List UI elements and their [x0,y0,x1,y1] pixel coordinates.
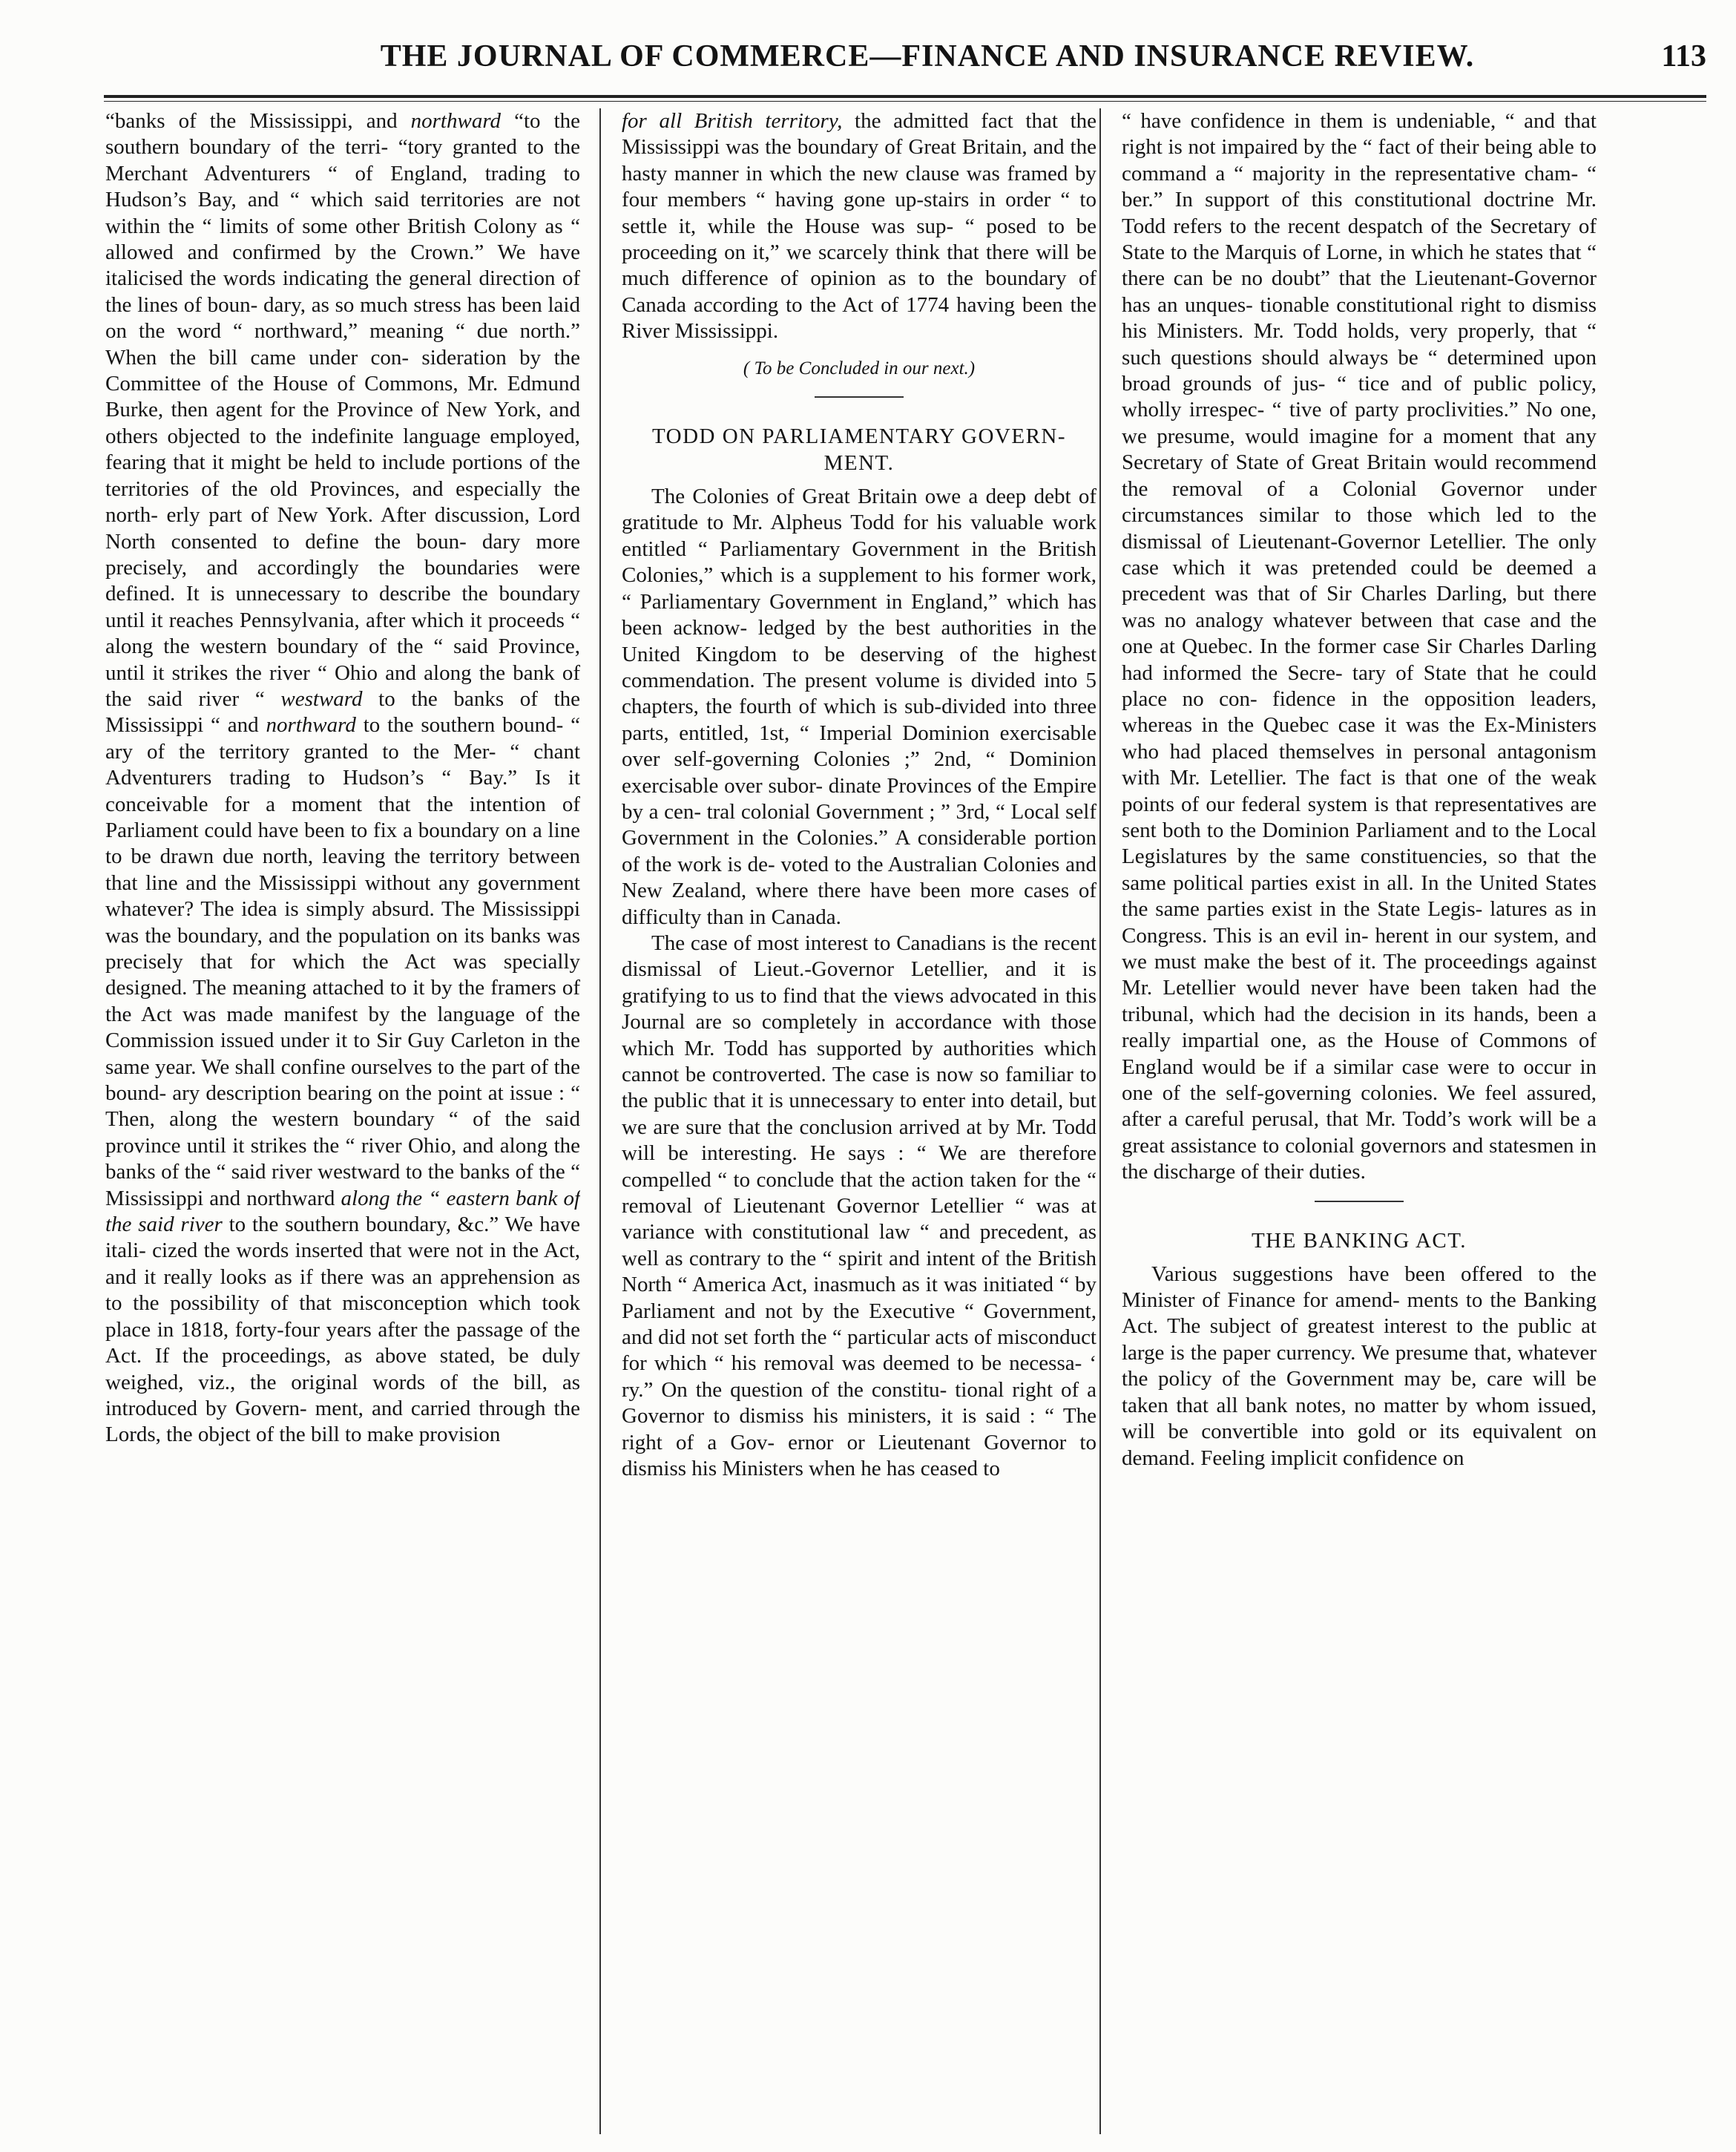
header-rule [104,95,1706,102]
col2-paragraph-2: The Colonies of Great Britain owe a deep debt of gratitude to Mr. Alpheus Todd for his valuable work entitled “ Parliamentary Government in the British Colonies,” which is a supplement to his former work, “ Parliamentary Government in England,” which has been acknow- ledged by the best authorities in the United Kingdom to be deserving of the highest commendation. The present volume is divided into 5 chapters, the fourth of which is sub-divided into three parts, entitled, 1st, “ Imperial Dominion exercisable over self-governing Colonies ;” 2nd, “ Dominion exercisable over subor- dinate Provinces of the Empire by a cen- tral colonial Government ; ” 3rd, “ Local self Government in the Colonies.” A considerable portion of the work is de- voted to the Australian Colonies and New Zealand, where there have been more cases of difficulty than in Canada. [622,485,1096,929]
col3-paragraph-2: Various suggestions have been offered to the Minister of Finance for amend- ments to the Banking Act. The subject of greatest interest to the public at large is the paper currency. We presume that, whatever the policy of the Government may be, care will be taken that all bank notes, no matter by whom issued, will be convertible into gold or its equivalent on demand. Feeling implicit confidence on [1122,1262,1597,1470]
page-number: 113 [1661,39,1706,73]
italic-run: northward [410,109,502,133]
column-rule-1 [599,108,601,2134]
col1-paragraph-1 [105,108,580,1449]
running-title: THE JOURNAL OF COMMERCE—FINANCE AND INSURANCE REVIEW. [380,39,1475,73]
text-run: to the southern bound- “ ary of the territory granted to the Mer- “ chant Adventurers trading to Hudson’s “ Bay.” Is it conceivable for a moment that the intention of Parliament could have been to fix a boundary on a line to be drawn due north, leaving the territory between that line and the Mississippi without any government whatever? The idea is simply absurd. The Mississippi was the boundary, and the population on its banks was precisely that for which the Act was specially designed. The meaning attached to it by the framers of the Act was made manifest by the language of the Commission issued under it to Sir Guy Carleton in the same year. We shall confine ourselves to the part of the bound- ary description bearing on the point at issue : “ Then, along the western boundary “ of the said province until it strikes the “ river Ohio, and along the banks of the “ said river westward to the banks of the “ Mississippi and northward [105,713,580,1210]
article-heading-todd: TODD ON PARLIAMENTARY GOVERN- MENT. [651,424,1067,476]
text-run: “to the southern boundary of the terri- “tory granted to the Merchant Adventurers “ of England, trading to Hudson’s Bay, and “ which said territories are not within the “ limits of some other British Colony as “ allowed and confirmed by the Crown.” We have italicised the words indicating the general direction of the lines of boun- dary, as so much stress has been laid on the word “ northward,” meaning “ due north.” When the bill came under con- sideration by the Committee of the House of Commons, Mr. Edmund Burke, then agent for the Province of New York, and others objected to the indefinite language employed, fearing that it might be held to include portions of the territories of the old Provinces, and especially the north- erly part of New York. After discussion, Lord North consented to define the boun- dary more precisely, and accordingly the boundaries were defined. It is unnecessary to describe the boundary until it reaches Pennsylvania, after which it proceeds “ along the western boundary of the “ said Province, until it strikes the river “ Ohio and along the bank of the said river “ [105,109,580,711]
text-run: “banks of the Mississippi, and [105,109,411,133]
column-3 [1122,108,1597,2127]
article-heading-banking: THE BANKING ACT. [1251,1228,1467,1253]
col2-paragraph-3: The case of most interest to Canadians is the recent dismissal of Lieut.-Governor Letellier, and it is gratifying to us to find that the views advocated in this Journal are so completely in accordance with those which Mr. Todd has supported by authorities which cannot be controverted. The case is now so familiar to the public that it is unnecessary to enter into detail, but we are sure that the conclusion arrived at by Mr. Todd will be interesting. He says : “ We are therefore compelled “ to conclude that the action taken for the “ removal of Lieutenant Governor Letellier “ was at variance with constitutional law “ and precedent, as well as contrary to the “ spirit and intent of the British North “ America Act, inasmuch as it was initiated “ by Parliament and not by the Executive “ Government, and did not set forth the “ particular acts of misconduct for which “ his removal was deemed to be necessa- ‘ ry.” On the question of the constitu- tional right of a Governor to dismiss his ministers, it is said : “ The right of a Gov- ernor or Lieutenant Governor to dismiss his Ministers when he has ceased to [622,931,1096,1481]
text-run: to the banks of the Mississippi “ and [105,686,580,738]
italic-run: northward [266,713,356,738]
text-run: to the southern boundary, &c.” We have itali- cized the words inserted that were not in the Act, and it really looks as if there was an apprehension as to the possibility of that misconception which took place in 1818, forty-four years after the passage of the Act. If the proceedings, as above stated, be duly weighed, viz., the original words of the bill, as introduced by Govern- ment, and carried through the Lords, the object of the bill to make provision [105,1213,580,1447]
section-divider [1315,1201,1404,1202]
continued-note: ( To be Concluded in our next.) [743,358,976,378]
italic-run: westward [280,686,363,711]
column-1 [105,108,580,2127]
column-rule-2 [1099,108,1101,2134]
col2-paragraph-1 [622,108,1096,345]
text-run: the admitted fact that the Mississippi was the boundary of Great Britain, and the hasty manner in which the new clause was framed by four members “ having gone up-stairs in order “ to settle it, while the House was sup- “ posed to be proceeding on it,” we scarcely think that there will be much difference of opinion as to the boundary of Canada according to the Act of 1774 having been the River Mississippi. [622,109,1096,344]
column-2 [622,108,1096,2127]
section-divider [815,396,904,398]
col3-paragraph-1: “ have confidence in them is undeniable, “ and that right is not impaired by the “ fact of their being able to command a “ majority in the representative cham- “ ber.” In support of this constitutional doctrine Mr. Todd refers to the recent despatch of the Secretary of State to the Marquis of Lorne, in which he states that “ there can be no doubt” that the Lieutenant-Governor has an unques- tionable constitutional right to dismiss his Ministers. Mr. Todd holds, very properly, that “ such questions should always be “ determined upon broad grounds of jus- “ tice and of public policy, wholly irrespec- “ tive of party proclivities.” No one, we presume, would imagine for a moment that any Secretary of State of Great Britain would recommend the removal of a Colonial Governor under circumstances similar to those which led to the dismissal of Lieutenant-Governor Letellier. The only case which it was pretended could be deemed a precedent was that of Sir Charles Darling, but there was no analogy whatever between that case and the one at Quebec. In the former case Sir Charles Darling had informed the Secre- tary of State that he could place no con- fidence in the opposition leaders, whereas in the Quebec case it was the Ex-Ministers who had placed themselves in personal antagonism with Mr. Letellier. The fact is that one of the weak points of our federal system is that representatives are sent both to the Dominion Parliament and to the Local Legislatures by the same constituencies, so that the same political parties exist in all. In the United States the same parties exist in the State Legis- latures as in Congress. This is an evil in- herent in our system, and we must make the best of it. The proceedings against Mr. Letellier would never have been taken had the tribunal, which had the decision in its hands, been a really impartial one, as the House of Commons of England would be if a similar case were to occur in one of the self-governing colonies. We feel assured, after a careful perusal, that Mr. Todd’s work will be a great assistance to colonial governors and statesmen in the discharge of their duties. [1122,109,1597,1184]
italic-run: along the “ eastern bank of the said river [105,1186,580,1237]
running-head [104,39,1706,80]
italic-run: for all British territory, [622,109,843,133]
